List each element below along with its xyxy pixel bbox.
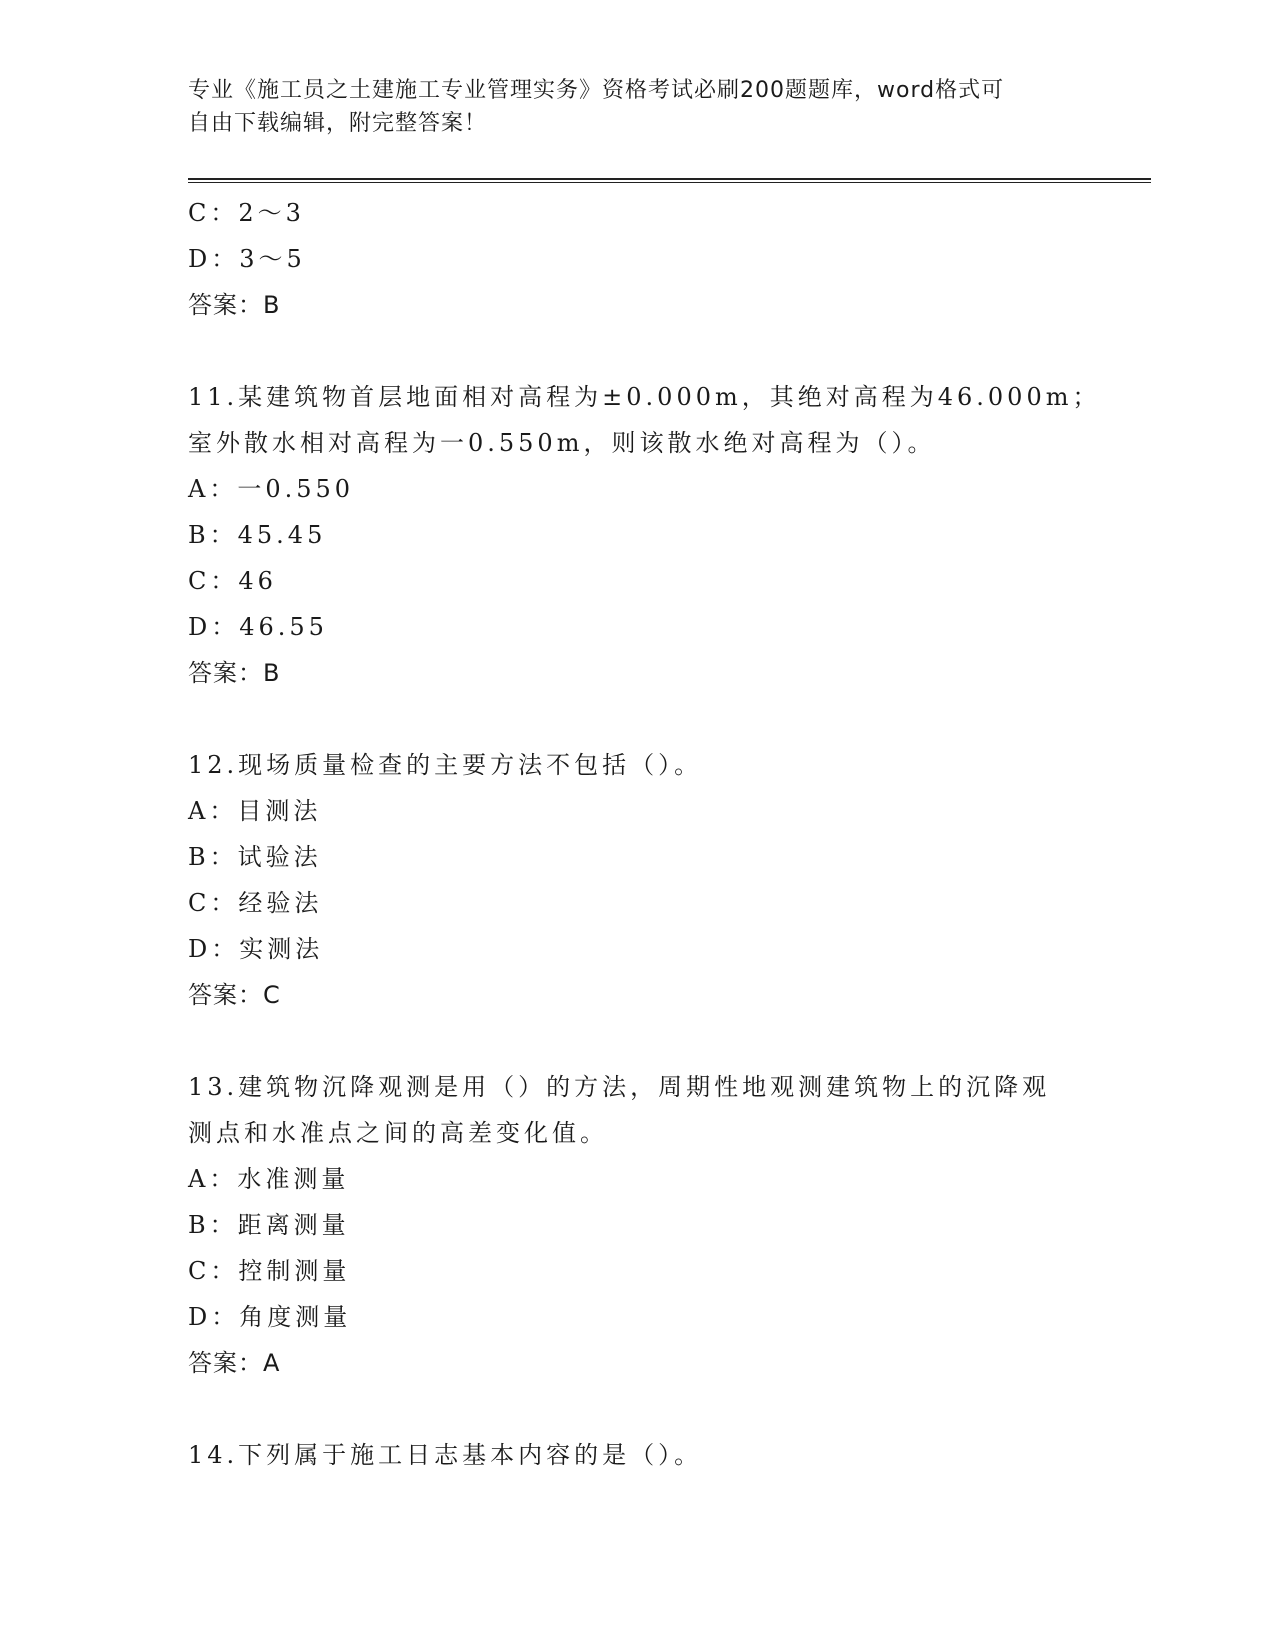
answer: 答案：A (188, 1349, 281, 1377)
header-title-line-1: 专业《施工员之土建施工专业管理实务》资格考试必刷200题题库，word格式可 (188, 78, 1005, 103)
option-d: D：角度测量 (188, 1303, 352, 1331)
option-b: B：距离测量 (188, 1211, 350, 1239)
option-a: A：目测法 (188, 797, 322, 825)
option-c: C：2～3 (188, 199, 305, 227)
question-stem-line-1: 13.建筑物沉降观测是用（）的方法，周期性地观测建筑物上的沉降观 (188, 1073, 1051, 1101)
answer: 答案：B (188, 291, 281, 319)
question-13 (188, 1064, 1088, 1386)
document-header (188, 74, 1088, 140)
question-stem-line-1: 11.某建筑物首层地面相对高程为±0.000m，其绝对高程为46.000m； (188, 383, 1101, 411)
option-c: C：46 (188, 567, 277, 595)
question-14 (188, 1432, 1088, 1478)
option-d: D：实测法 (188, 935, 324, 963)
spacer (188, 328, 1088, 374)
question-stem-line-2: 室外散水相对高程为一0.550m，则该散水绝对高程为（）。 (188, 429, 936, 457)
question-stem-line-2: 测点和水准点之间的高差变化值。 (188, 1119, 608, 1147)
spacer (188, 1018, 1088, 1064)
spacer (188, 1386, 1088, 1432)
spacer (188, 696, 1088, 742)
option-a: A：水准测量 (188, 1165, 350, 1193)
document-body (188, 190, 1101, 1478)
option-b: B：45.45 (188, 521, 327, 549)
header-title-line-2: 自由下载编辑，附完整答案！ (188, 111, 488, 136)
option-a: A：一0.550 (188, 475, 355, 503)
answer: 答案：B (188, 659, 281, 687)
question-stem-line-1: 12.现场质量检查的主要方法不包括（）。 (188, 751, 703, 779)
question-12 (188, 742, 1088, 1018)
question-11 (188, 374, 1101, 696)
option-c: C：控制测量 (188, 1257, 351, 1285)
answer: 答案：C (188, 981, 281, 1009)
option-d: D：3～5 (188, 245, 306, 273)
option-c: C：经验法 (188, 889, 323, 917)
question-10-tail (188, 190, 1088, 328)
option-b: B：试验法 (188, 843, 322, 871)
header-divider (188, 178, 1151, 183)
question-stem-line-1: 14.下列属于施工日志基本内容的是（）。 (188, 1441, 703, 1469)
option-d: D：46.55 (188, 613, 328, 641)
